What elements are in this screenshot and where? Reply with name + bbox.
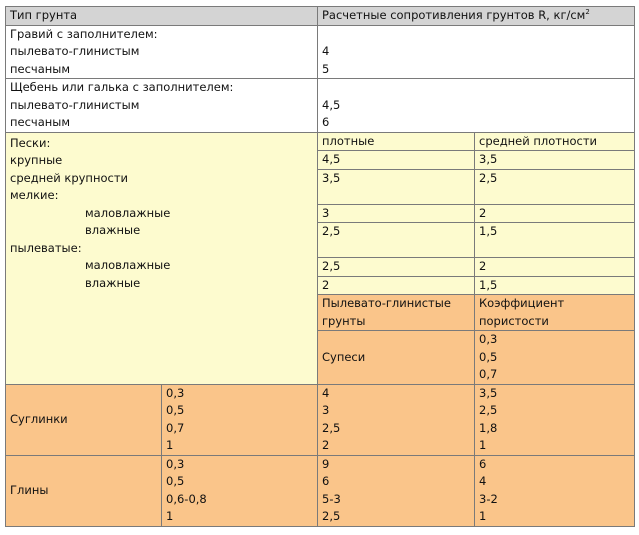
- gravel-section: [6, 25, 635, 79]
- sand-fine-low-medium: 2: [475, 204, 635, 223]
- gravel-values: 4 5: [318, 25, 635, 79]
- clay-group-coef: 0,3 0,5 0,6-0,8 1: [162, 455, 318, 526]
- sand-silty-low-dense: 2,5: [318, 258, 475, 277]
- sand-medium-size-medium: 2,5: [475, 169, 635, 204]
- gravel-labels: Гравий с заполнителем: пылевато-глинистым песчаным: [6, 25, 318, 79]
- sand-silty-wet-medium: 1,5: [475, 276, 635, 295]
- clay-group-wet: 6 4 3-2 1: [475, 455, 635, 526]
- table-header-row: [6, 7, 635, 26]
- clay-header-type: Пылевато-глинистые грунты: [318, 295, 475, 331]
- soil-resistance-table: [5, 6, 635, 527]
- clay-group-name: Суглинки: [6, 384, 162, 455]
- clay-group-name: Супеси: [318, 331, 475, 385]
- clay-group-dry: 9 6 5-3 2,5: [318, 455, 475, 526]
- clay-group-dry: 4 3 2,5 2: [318, 384, 475, 455]
- sand-fine-wet-dense: 2,5: [318, 223, 475, 258]
- sand-fine-low-dense: 3: [318, 204, 475, 223]
- clay-header-coef: Коэффициент пористости: [475, 295, 635, 331]
- clay-group-clay: [6, 455, 635, 526]
- clay-group-loam: [6, 384, 635, 455]
- sand-labels: Пески: крупные средней крупности мелкие: маловлажные влажные пылеватые: маловлажные влажные: [6, 132, 318, 384]
- clay-group-name: Глины: [6, 455, 162, 526]
- sand-col-medium: средней плотности: [475, 132, 635, 151]
- crushed-values: 4,5 6: [318, 79, 635, 133]
- sand-header-row: [6, 132, 635, 151]
- sand-col-dense: плотные: [318, 132, 475, 151]
- sand-silty-wet-dense: 2: [318, 276, 475, 295]
- sand-medium-size-dense: 3,5: [318, 169, 475, 204]
- clay-group-coef: 0,3 0,5 0,7 1: [162, 384, 318, 455]
- sand-coarse-dense: 4,5: [318, 151, 475, 170]
- clay-group-coef: 0,3 0,5 0,7: [475, 331, 635, 385]
- sand-fine-wet-medium: 1,5: [475, 223, 635, 258]
- header-resistance: Расчетные сопротивления грунтов R, $кг/см^2$: [318, 7, 635, 26]
- clay-group-wet: 3,5 2,5 1,8 1: [475, 384, 635, 455]
- header-soil-type: Тип грунта: [6, 7, 318, 26]
- crushed-labels: Щебень или галька с заполнителем: пылевато-глинистым песчаным: [6, 79, 318, 133]
- sand-coarse-medium: 3,5: [475, 151, 635, 170]
- crushed-section: [6, 79, 635, 133]
- sand-silty-low-medium: 2: [475, 258, 635, 277]
